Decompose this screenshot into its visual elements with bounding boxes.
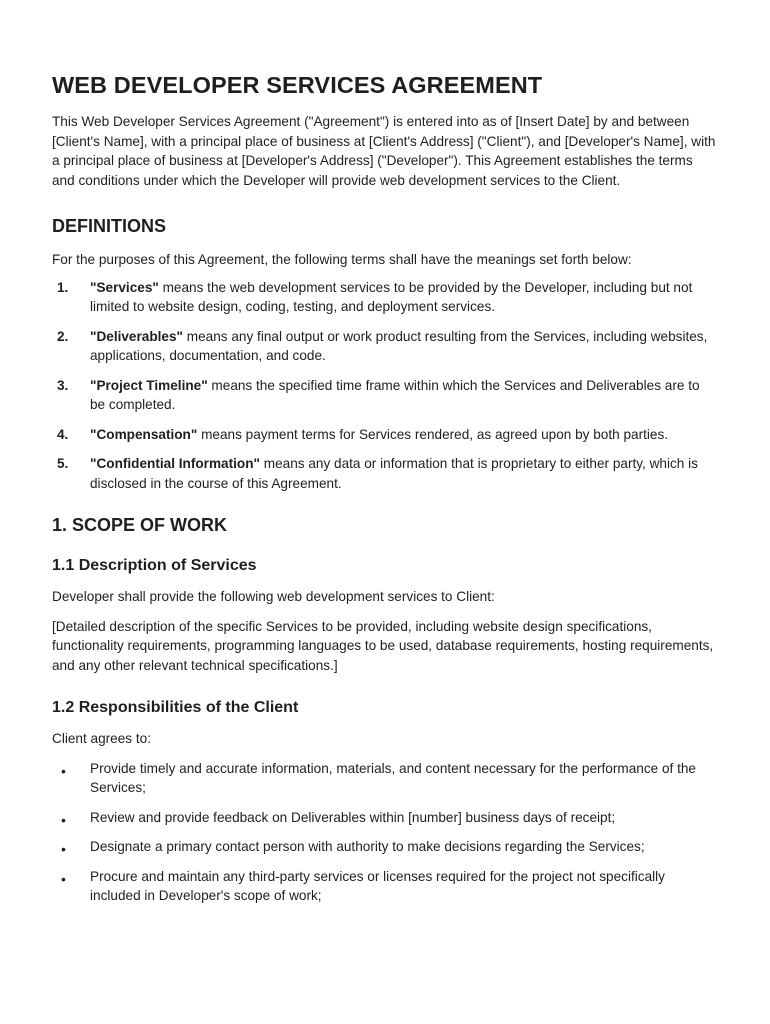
definition-item bbox=[52, 425, 718, 445]
services-detail: [Detailed description of the specific Services to be provided, including website design specifications, functionality requirements, programming languages to be used, database requirements, hosting requirements, and any other relevant technical specifications.] bbox=[52, 618, 714, 673]
list-item bbox=[52, 867, 718, 906]
list-item bbox=[52, 808, 718, 828]
definition-number: 5. bbox=[57, 456, 69, 471]
definition-term: "Confidential Information" bbox=[90, 456, 260, 471]
client-responsibilities-heading: 1.2 Responsibilities of the Client bbox=[52, 699, 299, 716]
definition-text: means the specified time frame within which the Services and Deliverables are to be completed. bbox=[90, 377, 700, 412]
list-item bbox=[52, 759, 718, 798]
definition-term: "Deliverables" bbox=[90, 328, 183, 344]
definitions-lead: For the purposes of this Agreement, the following terms shall have the meanings set forth below: bbox=[52, 252, 632, 267]
definition-term: "Services" bbox=[90, 279, 159, 295]
bullet-icon: • bbox=[61, 811, 66, 828]
definition-item bbox=[52, 278, 718, 317]
definitions-heading: DEFINITIONS bbox=[52, 216, 167, 236]
list-item-text: Provide timely and accurate information, materials, and content necessary for the performance of the Services; bbox=[90, 760, 696, 795]
services-lead: Developer shall provide the following web development services to Client: bbox=[52, 589, 495, 604]
bullet-icon: • bbox=[61, 841, 66, 857]
definition-item bbox=[52, 376, 718, 415]
definition-text: means payment terms for Services rendered, as agreed upon by both parties. bbox=[197, 426, 669, 442]
list-item bbox=[52, 837, 718, 857]
definition-text: means any final output or work product resulting from the Services, including websites, applications, documentation, and code. bbox=[90, 328, 708, 363]
bullet-icon: • bbox=[61, 870, 66, 887]
list-item-text: Designate a primary contact person with authority to make decisions regarding the Services; bbox=[90, 839, 645, 854]
services-heading: 1.1 Description of Services bbox=[52, 557, 257, 574]
list-item-text: Review and provide feedback on Deliverables within [number] business days of receipt; bbox=[90, 809, 616, 825]
client-responsibilities-lead: Client agrees to: bbox=[52, 731, 151, 746]
definition-item bbox=[52, 327, 718, 366]
intro-paragraph: This Web Developer Services Agreement ("Agreement") is entered into as of [Insert Date] by and between [Client's Name], with a principal place of business at [Client's Address] ("Client"), and [Developer's Name], with a principal place of business at [Developer's Address] ("Developer"). This Agreement establishes the terms and conditions under which the Developer will provide web development services to the Client. bbox=[52, 114, 716, 188]
bullet-icon: • bbox=[61, 762, 66, 779]
definition-number: 2. bbox=[57, 328, 69, 344]
definitions-list bbox=[52, 278, 718, 494]
document-title: WEB DEVELOPER SERVICES AGREEMENT bbox=[52, 72, 543, 98]
client-responsibilities-list bbox=[52, 759, 718, 906]
definition-term: "Project Timeline" bbox=[90, 377, 208, 393]
definition-text: means the web development services to be provided by the Developer, including but not limited to website design, coding, testing, and deployment services. bbox=[90, 279, 693, 314]
scope-heading: 1. SCOPE OF WORK bbox=[52, 515, 228, 535]
definition-number: 3. bbox=[57, 377, 69, 393]
definition-text: means any data or information that is proprietary to either party, which is disclosed in the course of this Agreement. bbox=[90, 456, 698, 491]
list-item-text: Procure and maintain any third-party services or licenses required for the project not specifically included in Developer's scope of work; bbox=[90, 868, 665, 903]
definition-number: 1. bbox=[57, 279, 69, 295]
definition-term: "Compensation" bbox=[90, 426, 198, 442]
definition-number: 4. bbox=[57, 426, 69, 442]
definition-item bbox=[52, 454, 718, 493]
